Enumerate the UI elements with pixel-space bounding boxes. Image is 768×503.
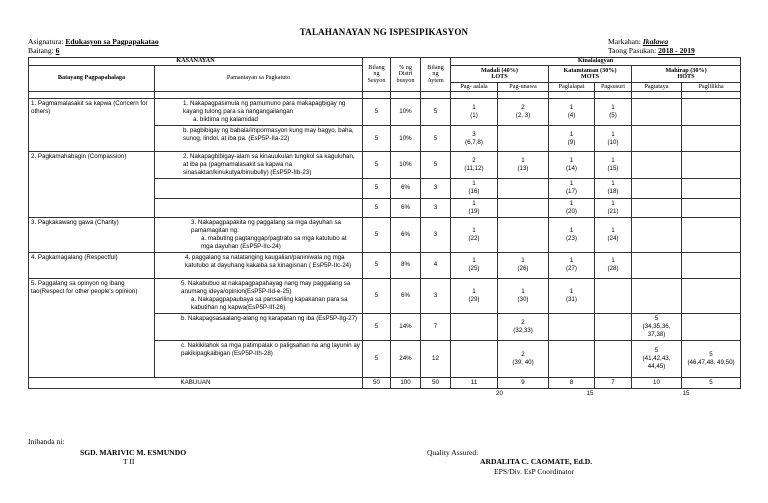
item-count: 1	[569, 257, 574, 265]
item-cell	[682, 126, 741, 152]
level-sum-row	[29, 389, 741, 400]
item-numbers: (15)	[607, 165, 619, 173]
item-cell	[498, 152, 549, 179]
item-cell	[498, 314, 549, 341]
item-numbers: (18)	[607, 188, 619, 196]
mahirap-header: Mahirap (30%) HOTS	[632, 66, 741, 83]
item-cell	[682, 217, 741, 252]
item-numbers: (39, 40)	[512, 359, 534, 367]
pct-cell: 10%	[391, 152, 421, 179]
sub-header: Pag- aalala	[451, 83, 498, 92]
item-cell	[632, 252, 682, 278]
item-cell	[682, 314, 741, 341]
item-cell	[549, 126, 595, 152]
markahan-value: Ikalawa	[642, 37, 669, 46]
item-numbers: (26)	[517, 265, 529, 273]
pamantayan-text: 4. paggalang sa natatanging kaugalian/paniniwala ng mga katutubo at dayuhang kakaiba sa kinagisnan ( EsP5P-IIc-24)	[185, 253, 352, 269]
item-cell	[451, 341, 498, 378]
item-count: 1	[472, 199, 476, 207]
item-cell	[632, 179, 682, 198]
level-sum-cell: 15	[549, 389, 632, 400]
sub-header: Pagsusuri	[595, 83, 632, 92]
total-cell: 11	[451, 378, 498, 389]
pamantayan-cell	[155, 179, 363, 198]
item-count: 1	[521, 287, 525, 295]
item-count: 2	[521, 104, 525, 112]
item-count: 1	[569, 226, 574, 234]
total-cell: 9	[498, 378, 549, 389]
item-cell	[632, 217, 682, 252]
item-numbers: (17)	[565, 188, 577, 196]
preparer-name: SGD. MARIVIC M. ESMUNDO	[80, 448, 187, 457]
item-cell	[595, 179, 632, 198]
taon-value: 2018 - 2019	[658, 46, 695, 55]
item-numbers: (4)	[567, 112, 576, 120]
item-count: 1	[611, 130, 615, 138]
pamantayan-text: 2. Nakapagbibigay-alam sa kinauukulan tungkol sa kaguluhan, at iba pa (pagmamalasakit sa kapwa na sinasaktan/kinukutya/binubully) (EsP5P-IIb-23)	[183, 153, 355, 177]
pamantayan-text: b. pagbibigay ng babala/impormasyon kung may bagyo, baha, sunog, lindol, at iba pa. (EsP5P-IIa-22)	[183, 127, 354, 143]
table-row	[29, 217, 741, 252]
item-count: 1	[521, 157, 525, 165]
pamantayan-cell	[155, 341, 363, 378]
pct-cell: 6%	[391, 198, 421, 217]
level-sum-cell: 20	[451, 389, 549, 400]
item-count: 1	[472, 257, 476, 265]
item-numbers: (9)	[567, 138, 576, 146]
pct-cell: 8%	[391, 252, 421, 278]
item-count: 2	[521, 351, 525, 359]
item-numbers: (10)	[607, 138, 619, 146]
kasanayan-header: KASANAYAN	[29, 58, 363, 66]
pamantayan-text: b. Nakapagsasaalang-alang ng karapatan ng iba (EsP5P-IIg-27)	[181, 315, 358, 323]
item-cell	[451, 198, 498, 217]
item-cell	[451, 179, 498, 198]
item-cell	[498, 278, 549, 313]
bilang-aytem-header: Bilang ng Aytem	[421, 58, 451, 92]
item-numbers: (11,12)	[464, 165, 484, 173]
item-numbers: (2, 3)	[515, 112, 531, 120]
ses-cell: 5	[363, 341, 391, 378]
item-cell	[498, 341, 549, 378]
pct-cell: 10%	[391, 99, 421, 126]
item-cell	[549, 314, 595, 341]
ayt-cell: 5	[421, 152, 451, 179]
baitang-value: 6	[55, 46, 60, 55]
item-numbers: (1)	[470, 112, 478, 120]
ses-cell: 5	[363, 198, 391, 217]
ayt-cell: 3	[421, 217, 451, 252]
item-count: 3	[472, 130, 476, 138]
ses-cell: 5	[363, 179, 391, 198]
table-row	[29, 99, 741, 126]
document-title: TALAHANAYAN NG ISPESIPIKASYON	[299, 27, 469, 37]
item-numbers: (31)	[565, 296, 577, 303]
pct-cell: 24%	[391, 341, 421, 378]
batayang-pagpapahalaga-cell: 5. Paggalang sa opinyon ng ibang tao(Respect for other people's opinion)	[29, 278, 155, 377]
table-row	[29, 252, 741, 278]
item-count: 1	[569, 157, 574, 165]
baitang-label: Baitang:	[28, 46, 54, 55]
item-numbers: (34,35,36, 37,38)	[642, 323, 671, 339]
item-cell	[451, 217, 498, 252]
asignatura-line	[28, 37, 159, 46]
item-count: 2	[521, 319, 525, 327]
spacer-row	[29, 92, 741, 99]
sub-header: Pag-unawa	[498, 83, 549, 92]
item-cell	[682, 252, 741, 278]
item-count: 1	[472, 226, 476, 234]
markahan-label: Markahan:	[608, 37, 641, 46]
total-cell: 8	[549, 378, 595, 389]
item-cell	[498, 179, 549, 198]
item-cell	[682, 278, 741, 313]
batayang-pagpapahalaga-cell: 4. Pagkamagalang (Respectful)	[29, 252, 155, 278]
pct-cell: 6%	[391, 217, 421, 252]
item-count: 1	[569, 130, 574, 138]
item-cell	[451, 152, 498, 179]
item-count: 1	[611, 157, 615, 165]
item-cell	[682, 152, 741, 179]
item-numbers: (32,33)	[513, 327, 533, 335]
item-numbers: (27)	[565, 265, 577, 273]
total-cell: 5	[682, 378, 741, 389]
item-cell	[682, 179, 741, 198]
madali-header: Madali (40%) LOTS	[451, 66, 549, 83]
pamantayan-text: 3. Nakapagpapakita ng paggalang sa mga dayuhan sa pamamagitan ng:	[191, 218, 341, 234]
ayt-cell: 3	[421, 198, 451, 217]
inihanda-label: Inihanda ni:	[28, 437, 65, 446]
item-numbers: (25)	[468, 265, 480, 273]
item-cell	[451, 278, 498, 313]
pamantayan-header: Pamantayan sa Pagkatuto	[155, 66, 363, 92]
pct-cell: 6%	[391, 179, 421, 198]
ayt-cell: 5	[421, 99, 451, 126]
batayang-pagpapahalaga-cell: 2. Pagkamahabagin (Compassion)	[29, 152, 155, 217]
quality-assured-label: Quality Assured:	[427, 448, 479, 457]
item-cell	[549, 217, 595, 252]
item-cell	[595, 99, 632, 126]
pamantayan-cell	[155, 217, 363, 252]
batayang-pagpapahalaga-cell: 3. Pagkakawang gawa (Charity)	[29, 217, 155, 252]
ses-cell: 5	[363, 314, 391, 341]
item-cell	[595, 217, 632, 252]
pamantayan-text: c. Nakikilahok sa mga patimpalak o paligsahan na ang layunin ay pakikipagkaibigan (EsP5P-IIh-28)	[181, 342, 360, 358]
item-cell	[498, 217, 549, 252]
sub-header: Pagtataya	[632, 83, 682, 92]
taon-label: Taong Pasukan:	[608, 46, 657, 55]
ayt-cell: 12	[421, 341, 451, 378]
asignatura-label: Asignatura:	[28, 37, 64, 46]
ayt-cell: 5	[421, 126, 451, 152]
pamantayan-text: a. Nakapagpapaubaya sa pansariling kapakanan para sa kabutihan ng kapwa(EsP5P-IIf-26)	[191, 296, 348, 312]
item-count: 1	[611, 104, 615, 112]
item-numbers: (6,7,8)	[465, 138, 483, 146]
kinalalagyan-header: Kinalalagyan	[451, 58, 741, 66]
ses-cell: 5	[363, 99, 391, 126]
pamantayan-cell	[155, 126, 363, 152]
item-numbers: (29)	[468, 296, 480, 303]
item-cell	[632, 278, 682, 313]
ses-cell: 5	[363, 152, 391, 179]
pamantayan-cell	[155, 252, 363, 278]
total-row	[29, 378, 741, 389]
item-cell	[498, 126, 549, 152]
item-numbers: (41,42,43, 44,45)	[642, 355, 671, 371]
pamantayan-text: 1. Nakapagpasimula ng pamumuno para makapagbigay ng kayang tulong para sa nangangailangan	[183, 100, 346, 116]
item-count: 1	[472, 180, 476, 188]
item-cell	[632, 314, 682, 341]
item-numbers: (46,47,48, 49,50)	[687, 359, 735, 367]
item-numbers: (13)	[517, 165, 529, 173]
item-cell	[549, 252, 595, 278]
item-cell	[549, 341, 595, 378]
item-cell	[595, 341, 632, 378]
ses-cell: 5	[363, 278, 391, 313]
table-row	[29, 152, 741, 179]
item-cell	[632, 99, 682, 126]
item-numbers: (24)	[607, 234, 619, 242]
bilang-sesyon-header: Bilang ng Sesyon	[363, 58, 391, 92]
pct-cell: 10%	[391, 126, 421, 152]
pamantayan-text: 5. Nakabubuo at nakapagpapahayag nang may paggalang sa anumang ideya/opinion(EsP5P-IId-e-25)	[181, 279, 351, 295]
item-count: 1	[611, 199, 615, 207]
pamantayan-cell	[155, 198, 363, 217]
sub-header: Paglalapat	[549, 83, 595, 92]
item-cell	[632, 152, 682, 179]
ayt-cell: 3	[421, 179, 451, 198]
markahan-line	[608, 37, 668, 46]
item-numbers: (22)	[468, 234, 480, 242]
item-count: 5	[654, 315, 659, 323]
total-cell: 100	[391, 378, 421, 389]
item-numbers: (21)	[607, 207, 619, 215]
item-numbers: (16)	[468, 188, 480, 196]
pct-cell: 14%	[391, 314, 421, 341]
total-cell: 50	[421, 378, 451, 389]
item-cell	[451, 314, 498, 341]
pamantayan-cell	[155, 278, 363, 313]
ses-cell: 5	[363, 217, 391, 252]
table-row	[29, 278, 741, 313]
item-cell	[595, 152, 632, 179]
item-count: 1	[569, 287, 574, 295]
item-cell	[498, 99, 549, 126]
item-numbers: (14)	[565, 165, 577, 173]
ses-cell: 5	[363, 252, 391, 278]
item-count: 1	[611, 226, 615, 234]
item-cell	[549, 152, 595, 179]
preparer-title: T II	[123, 457, 135, 466]
total-cell: 10	[632, 378, 682, 389]
level-sum-cell: 15	[632, 389, 741, 400]
specification-table	[28, 57, 741, 399]
item-cell	[498, 252, 549, 278]
item-count: 5	[709, 351, 713, 359]
pamantayan-cell	[155, 314, 363, 341]
total-cell: 7	[595, 378, 632, 389]
sub-header: Paglilikha	[682, 83, 741, 92]
item-cell	[632, 341, 682, 378]
pct-cell: 6%	[391, 278, 421, 313]
item-cell	[549, 179, 595, 198]
item-cell	[451, 126, 498, 152]
pamantayan-text: a. mabuting pagtanggap/pagtrato sa mga katutubo at mga dayuhan (EsP5P-IIc-24)	[201, 234, 347, 250]
item-numbers: (30)	[517, 296, 529, 303]
taon-line	[608, 46, 695, 55]
item-cell	[549, 198, 595, 217]
item-cell	[682, 341, 741, 378]
item-numbers: (23)	[565, 234, 577, 242]
pamantayan-cell	[155, 152, 363, 179]
distribusyon-header: % ng Distri busyon	[391, 58, 421, 92]
item-cell	[451, 252, 498, 278]
item-count: 2	[472, 157, 476, 165]
item-numbers: (20)	[565, 207, 577, 215]
total-cell: 50	[363, 378, 391, 389]
batayang-header: Batayang Pagpapahalaga	[29, 66, 155, 92]
item-cell	[595, 252, 632, 278]
item-numbers: (19)	[468, 207, 480, 215]
item-cell	[595, 198, 632, 217]
assurer-title: EPS/Div. EsP Coordinator	[494, 467, 575, 476]
item-cell	[498, 198, 549, 217]
item-cell	[549, 278, 595, 313]
item-count: 1	[611, 180, 615, 188]
item-cell	[595, 126, 632, 152]
item-count: 1	[521, 257, 525, 265]
item-cell	[682, 99, 741, 126]
item-numbers: (28)	[607, 265, 619, 273]
item-count: 1	[569, 180, 574, 188]
item-count: 1	[472, 287, 476, 295]
item-cell	[595, 314, 632, 341]
item-cell	[451, 99, 498, 126]
item-count: 1	[611, 257, 615, 265]
batayang-pagpapahalaga-cell: 1. Pagmamalasakit sa kapwa (Concern for others)	[29, 99, 155, 152]
pamantayan-text: a. biktima ng kalamidad	[193, 116, 259, 124]
item-cell	[595, 278, 632, 313]
assurer-name: ARDALITA C. CAOMATE, Ed.D.	[480, 457, 593, 466]
total-label: KABUUAN	[29, 378, 363, 389]
item-count: 1	[569, 104, 574, 112]
item-numbers: (5)	[609, 112, 617, 120]
item-cell	[632, 126, 682, 152]
item-cell	[632, 198, 682, 217]
item-count: 5	[654, 347, 659, 355]
asignatura-value: Edukasyon sa Pagpapakatao	[65, 37, 159, 46]
ses-cell: 5	[363, 126, 391, 152]
item-cell	[682, 198, 741, 217]
item-cell	[549, 99, 595, 126]
pamantayan-cell	[155, 99, 363, 126]
ayt-cell: 7	[421, 314, 451, 341]
baitang-line	[28, 46, 59, 55]
ayt-cell: 3	[421, 278, 451, 313]
item-count: 1	[569, 199, 574, 207]
ayt-cell: 4	[421, 252, 451, 278]
item-count: 1	[472, 104, 476, 112]
katamtaman-header: Katamtaman (30%) MOTS	[549, 66, 632, 83]
